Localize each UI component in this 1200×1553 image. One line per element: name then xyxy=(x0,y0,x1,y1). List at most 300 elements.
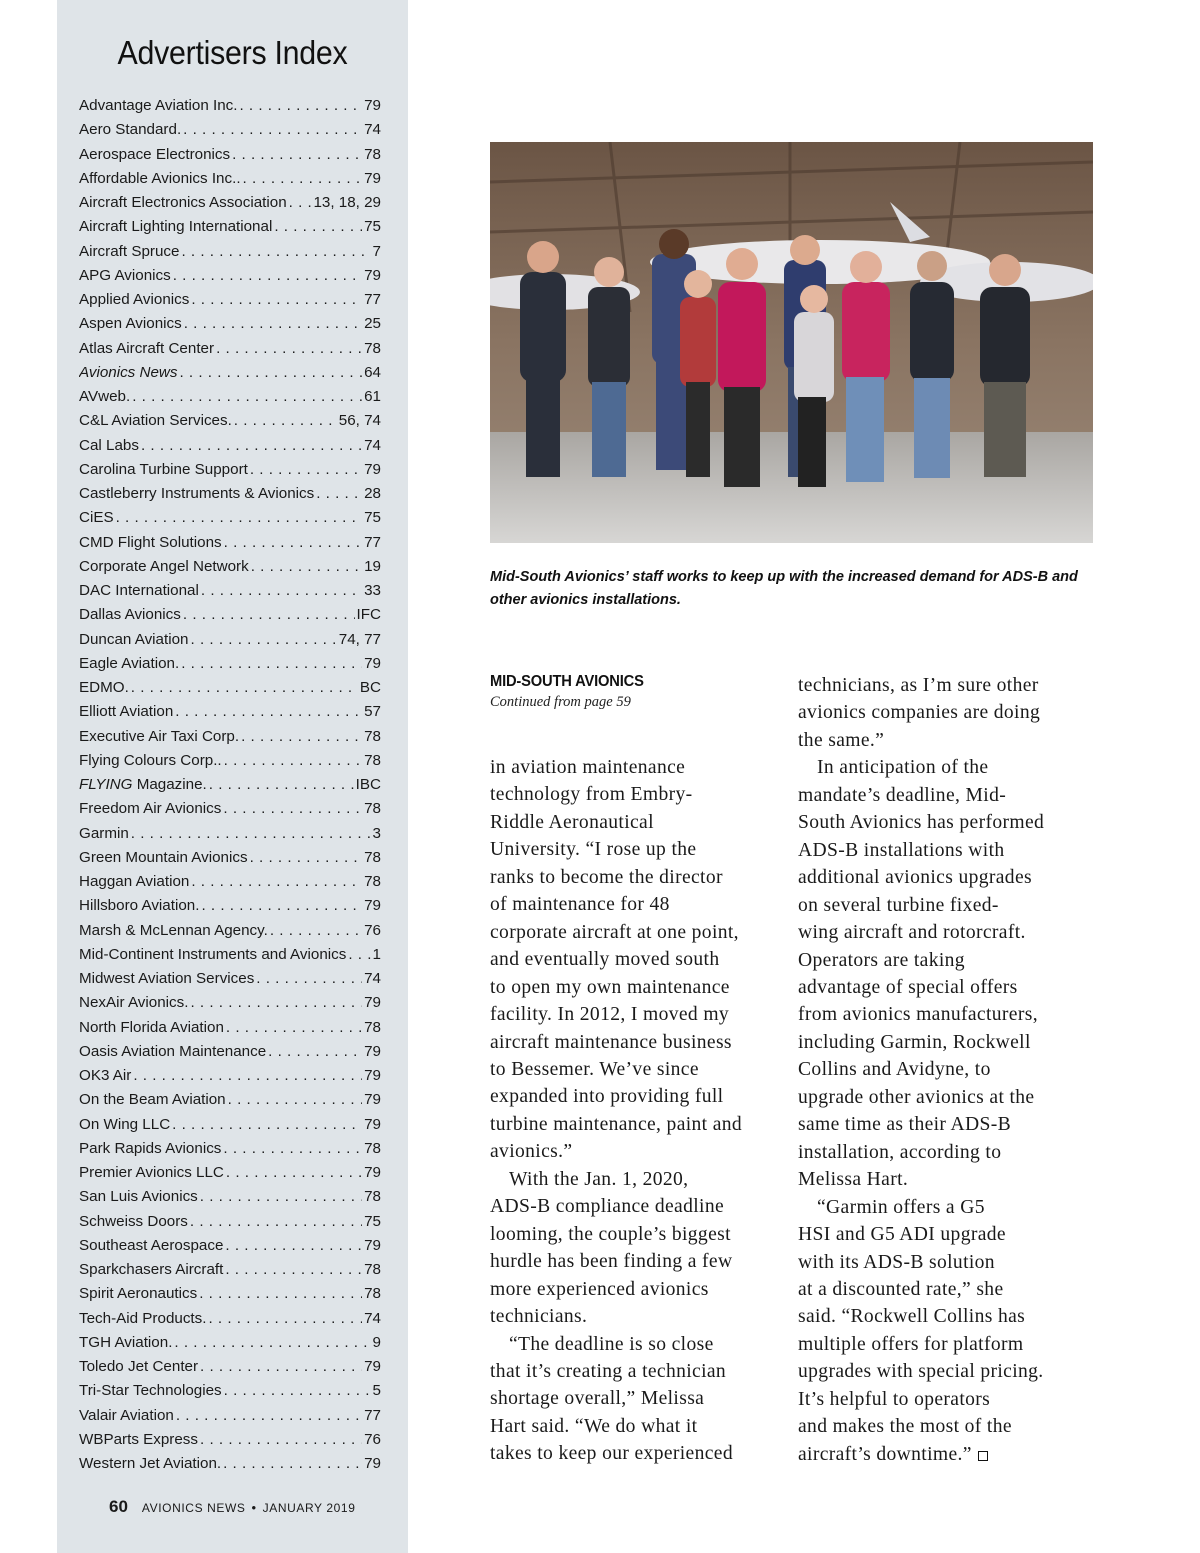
article-line: avionics.” xyxy=(490,1141,573,1163)
advertiser-name: Toledo Jet Center xyxy=(79,1358,199,1375)
article-line: Riddle Aeronautical xyxy=(490,811,654,833)
article-line: at a discounted rate,” she xyxy=(798,1278,1004,1300)
staff-group-photo xyxy=(490,142,1093,543)
leader-dots xyxy=(225,1258,362,1282)
leader-dots xyxy=(223,797,362,821)
advertiser-page: 79 xyxy=(364,1455,381,1472)
index-entry xyxy=(79,361,381,385)
leader-dots xyxy=(225,1234,362,1258)
leader-dots xyxy=(181,652,362,676)
advertiser-page: 75 xyxy=(364,509,381,527)
article-line: facility. In 2012, I moved my xyxy=(490,1004,730,1026)
advertiser-name: Aspen Avionics xyxy=(79,315,182,333)
advertiser-page: IBC xyxy=(355,776,381,793)
leader-dots xyxy=(250,458,362,482)
index-entry xyxy=(79,94,381,118)
leader-dots xyxy=(131,822,371,846)
leader-dots xyxy=(243,167,363,191)
advertiser-name: Duncan Aviation xyxy=(79,630,189,648)
advertiser-name: APG Avionics xyxy=(79,266,171,284)
advertiser-page: 78 xyxy=(364,1285,381,1303)
advertiser-page: 33 xyxy=(364,582,381,599)
leader-dots xyxy=(234,409,337,433)
index-entry xyxy=(79,191,381,215)
advertiser-page: 79 xyxy=(364,994,381,1012)
issue-date: JANUARY 2019 xyxy=(262,1501,356,1515)
index-entry xyxy=(79,700,381,724)
advertiser-name: San Luis Avionics xyxy=(79,1188,198,1206)
publication-name: AVIONICS NEWS xyxy=(141,1501,246,1515)
advertiser-page: 79 xyxy=(364,1042,381,1060)
advertiser-page: 5 xyxy=(372,1382,381,1400)
advertiser-page: 79 xyxy=(364,1091,381,1109)
article-line: the same.” xyxy=(798,729,885,751)
advertiser-name: OK3 Air xyxy=(79,1067,132,1084)
article-line: takes to keep our experienced xyxy=(490,1443,733,1465)
advertiser-page: 78 xyxy=(364,727,381,745)
leader-dots xyxy=(201,579,362,603)
advertiser-page: 9 xyxy=(372,1333,381,1351)
advertiser-page: 78 xyxy=(364,848,381,866)
index-entry xyxy=(79,652,381,676)
article-column-left xyxy=(490,754,780,1468)
index-entry xyxy=(79,822,381,846)
advertiser-name: Marsh & McLennan Agency. xyxy=(79,921,268,939)
index-entry xyxy=(79,1379,381,1403)
article-line: avionics companies are doing xyxy=(798,702,1041,724)
advertiser-page: 77 xyxy=(364,291,381,308)
article-line: multiple offers for platform xyxy=(798,1333,1024,1355)
article-kicker: MID-SOUTH AVIONICS xyxy=(490,673,644,690)
advertiser-name: Aero Standard. xyxy=(79,121,182,139)
index-entry xyxy=(79,1282,381,1306)
index-entry xyxy=(79,337,381,361)
index-entry xyxy=(79,1428,381,1452)
leader-dots xyxy=(141,434,362,458)
article-line: turbine maintenance, paint and xyxy=(490,1113,743,1135)
advertiser-name: Green Mountain Avionics xyxy=(79,848,248,866)
leader-dots xyxy=(174,1331,370,1355)
index-entry xyxy=(79,531,381,555)
index-entry xyxy=(79,943,381,967)
advertiser-name: Midwest Aviation Services xyxy=(79,970,255,987)
article-line: and makes the most of the xyxy=(798,1416,1012,1438)
advertiser-page: 79 xyxy=(364,1236,381,1254)
photo-caption: Mid-South Avionics’ staff works to keep up with the increased demand for ADS-B and other avionics installations. xyxy=(490,569,1078,608)
index-entry xyxy=(79,1016,381,1040)
advertiser-name: CMD Flight Solutions xyxy=(79,533,222,551)
article-line: ADS-B compliance deadline xyxy=(490,1196,725,1218)
advertiser-page: 79 xyxy=(364,460,381,478)
leader-dots xyxy=(250,846,363,870)
advertiser-page: 78 xyxy=(364,145,381,163)
leader-dots xyxy=(251,555,362,579)
leader-dots xyxy=(289,191,312,215)
leader-dots xyxy=(172,1113,362,1137)
advertiser-page: 61 xyxy=(364,388,381,405)
advertiser-name: Aerospace Electronics xyxy=(79,145,231,163)
advertiser-page: 13, 18, 29 xyxy=(313,194,381,211)
leader-dots xyxy=(270,919,362,943)
advertiser-page: 77 xyxy=(364,1406,381,1424)
advertiser-name: Premier Avionics LLC xyxy=(79,1164,224,1181)
leader-dots xyxy=(224,749,362,773)
leader-dots xyxy=(228,1088,362,1112)
advertiser-page: 79 xyxy=(364,1067,381,1084)
advertiser-page: 78 xyxy=(364,751,381,769)
leader-dots xyxy=(232,143,362,167)
end-of-article-icon xyxy=(978,1451,988,1461)
index-entry xyxy=(79,434,381,458)
article-line: including Garmin, Rockwell xyxy=(798,1031,1031,1053)
article-line: mandate’s deadline, Mid- xyxy=(798,784,1007,806)
leader-dots xyxy=(200,1185,362,1209)
index-entry xyxy=(79,967,381,991)
advertiser-name: Garmin xyxy=(79,824,129,842)
article-line: to open my own maintenance xyxy=(490,976,730,998)
advertiser-name: Tech-Aid Products. xyxy=(79,1309,207,1327)
article-line: South Avionics has performed xyxy=(798,812,1045,834)
leader-dots xyxy=(173,264,362,288)
advertiser-page: 78 xyxy=(364,1018,381,1036)
advertiser-page: 74 xyxy=(364,1309,381,1327)
advertiser-name: Executive Air Taxi Corp. xyxy=(79,727,240,745)
advertiser-page: 64 xyxy=(364,363,381,381)
leader-dots xyxy=(348,943,370,967)
article-line: “The deadline is so close xyxy=(509,1333,714,1355)
leader-dots xyxy=(191,870,362,894)
advertiser-page: 77 xyxy=(364,533,381,551)
article-line: It’s helpful to operators xyxy=(798,1388,991,1410)
index-entry xyxy=(79,506,381,530)
leader-dots xyxy=(191,628,337,652)
leader-dots xyxy=(132,385,362,409)
advertiser-page: 79 xyxy=(364,897,381,915)
advertiser-name: Affordable Avionics Inc.. xyxy=(79,169,241,187)
advertiser-page: 78 xyxy=(364,873,381,890)
advertiser-name: TGH Aviation. xyxy=(79,1333,173,1351)
leader-dots xyxy=(176,1404,362,1428)
article-line: technicians. xyxy=(490,1306,588,1328)
leader-dots xyxy=(190,1210,362,1234)
article-line: more experienced avionics xyxy=(490,1278,709,1300)
leader-dots xyxy=(179,361,362,385)
index-entry xyxy=(79,1331,381,1355)
leader-dots xyxy=(226,1161,362,1185)
advertiser-page: 79 xyxy=(364,654,381,672)
advertiser-page: 79 xyxy=(364,169,381,187)
article-paragraph xyxy=(798,754,1088,1193)
advertiser-page: 78 xyxy=(364,800,381,818)
article-line: wing aircraft and rotorcraft. xyxy=(798,922,1026,944)
advertiser-page: 75 xyxy=(364,1212,381,1230)
article-line: expanded into providing full xyxy=(490,1086,724,1108)
index-entry xyxy=(79,312,381,336)
advertiser-page: 56, 74 xyxy=(338,412,381,430)
article-line: HSI and G5 ADI upgrade xyxy=(798,1224,1006,1246)
leader-dots xyxy=(190,991,362,1015)
advertiser-page: 76 xyxy=(364,921,381,939)
index-entry xyxy=(79,603,381,627)
index-entry xyxy=(79,1307,381,1331)
article-line: In anticipation of the xyxy=(817,757,989,779)
advertiser-page: 79 xyxy=(364,97,381,114)
advertiser-name: Oasis Aviation Maintenance xyxy=(79,1042,267,1060)
continued-from-note: Continued from page 59 xyxy=(490,694,631,710)
article-line: corporate aircraft at one point, xyxy=(490,921,739,943)
advertiser-name: EDMO. xyxy=(79,679,129,696)
article-paragraph xyxy=(490,754,780,1166)
article-line: looming, the couple’s biggest xyxy=(490,1223,731,1245)
article-line: Collins and Avidyne, to xyxy=(798,1059,991,1081)
index-entry xyxy=(79,482,381,506)
advertiser-name: On the Beam Aviation xyxy=(79,1091,226,1109)
advertiser-page: 79 xyxy=(364,1115,381,1133)
leader-dots xyxy=(256,967,362,991)
article-paragraph xyxy=(490,1166,780,1331)
advertiser-page: 28 xyxy=(364,485,381,502)
article-line: on several turbine fixed- xyxy=(798,894,999,916)
index-entry xyxy=(79,1113,381,1137)
advertiser-page: 19 xyxy=(364,557,381,575)
leader-dots xyxy=(241,725,362,749)
advertiser-name: Aircraft Electronics Association xyxy=(79,194,287,211)
article-line: and eventually moved south xyxy=(490,949,720,971)
advertiser-page: 74, 77 xyxy=(338,630,381,648)
leader-dots xyxy=(208,1307,362,1331)
advertiser-page: 76 xyxy=(364,1430,381,1448)
leader-dots xyxy=(224,531,362,555)
article-line: upgrade other avionics at the xyxy=(798,1086,1035,1108)
article-line: University. “I rose up the xyxy=(490,839,697,861)
article-line: ranks to become the director xyxy=(490,866,723,888)
article-paragraph xyxy=(798,672,1088,754)
advertiser-name: Dallas Avionics xyxy=(79,606,181,624)
staff-photo-illustration xyxy=(490,142,1093,543)
index-entry xyxy=(79,725,381,749)
page-number: 60 xyxy=(109,1497,128,1516)
index-entry xyxy=(79,894,381,918)
advertiser-page: 78 xyxy=(364,1188,381,1206)
index-entry xyxy=(79,579,381,603)
advertiser-name: Flying Colours Corp.. xyxy=(79,751,222,769)
advertiser-name: Cal Labs xyxy=(79,436,139,454)
article-line: same time as their ADS-B xyxy=(798,1114,1012,1136)
index-entry xyxy=(79,628,381,652)
advertiser-name: AVweb. xyxy=(79,388,131,405)
advertiser-name: Valair Aviation xyxy=(79,1406,174,1424)
article-line: from avionics manufacturers, xyxy=(798,1004,1038,1026)
advertiser-name: Castleberry Instruments & Avionics xyxy=(79,485,315,502)
index-entry xyxy=(79,1040,381,1064)
index-entry xyxy=(79,1452,381,1476)
advertiser-page: 74 xyxy=(364,121,381,139)
index-entry xyxy=(79,1404,381,1428)
advertiser-name: Sparkchasers Aircraft xyxy=(79,1261,224,1278)
advertiser-page: 79 xyxy=(364,1358,381,1375)
advertisers-index-title: Advertisers Index xyxy=(117,34,348,71)
advertiser-page: 79 xyxy=(364,266,381,284)
index-entry xyxy=(79,1234,381,1258)
advertiser-name: Aircraft Spruce xyxy=(79,242,180,260)
index-entry xyxy=(79,1064,381,1088)
article-paragraph xyxy=(798,1194,1088,1469)
article-line: installation, according to xyxy=(798,1141,1002,1163)
article-column-right xyxy=(798,672,1088,1468)
index-entry xyxy=(79,870,381,894)
advertiser-name: Advantage Aviation Inc. xyxy=(79,97,238,114)
leader-dots xyxy=(223,1452,362,1476)
index-entry xyxy=(79,919,381,943)
advertiser-page: 79 xyxy=(364,1164,381,1181)
advertiser-name: Western Jet Aviation. xyxy=(79,1455,222,1472)
index-entry xyxy=(79,409,381,433)
advertiser-page: 75 xyxy=(364,218,381,236)
advertiser-name: NexAir Avionics. xyxy=(79,994,189,1012)
advertiser-page: 78 xyxy=(364,339,381,357)
index-entry xyxy=(79,797,381,821)
article-line: technicians, as I’m sure other xyxy=(798,675,1039,696)
article-line: ADS-B installations with xyxy=(798,839,1005,861)
leader-dots xyxy=(181,240,370,264)
leader-dots xyxy=(316,482,362,506)
leader-dots xyxy=(200,1355,362,1379)
advertiser-page: 78 xyxy=(364,1139,381,1157)
index-entry xyxy=(79,991,381,1015)
index-entry xyxy=(79,215,381,239)
advertiser-page: IFC xyxy=(356,606,381,624)
leader-dots xyxy=(191,288,362,312)
index-entry xyxy=(79,1137,381,1161)
advertiser-name: Schweiss Doors xyxy=(79,1212,188,1230)
index-entry xyxy=(79,555,381,579)
index-entry xyxy=(79,167,381,191)
index-entry xyxy=(79,1258,381,1282)
advertiser-name: Mid-Continent Instruments and Avionics xyxy=(79,945,347,963)
leader-dots xyxy=(200,1428,362,1452)
index-entry xyxy=(79,1210,381,1234)
article-line: Operators are taking xyxy=(798,949,965,971)
advertiser-name: C&L Aviation Services. xyxy=(79,412,232,430)
index-entry xyxy=(79,676,381,700)
advertiser-name: On Wing LLC xyxy=(79,1115,171,1133)
advertiser-page: 74 xyxy=(364,970,381,987)
article-line: aircraft’s downtime.” xyxy=(798,1441,1088,1468)
advertiser-name: Avionics News xyxy=(79,363,178,381)
leader-dots xyxy=(199,1282,362,1306)
index-entry xyxy=(79,1088,381,1112)
advertiser-name: Hillsboro Aviation. xyxy=(79,897,200,915)
advertiser-name: Southeast Aerospace xyxy=(79,1236,224,1254)
index-entry xyxy=(79,846,381,870)
article-line: additional avionics upgrades xyxy=(798,867,1032,889)
article-line: in aviation maintenance xyxy=(490,757,686,778)
advertiser-name: Carolina Turbine Support xyxy=(79,460,248,478)
advertiser-name: Tri-Star Technologies xyxy=(79,1382,222,1400)
article-line: shortage overall,” Melissa xyxy=(490,1388,705,1410)
leader-dots xyxy=(175,700,362,724)
index-entry xyxy=(79,264,381,288)
advertiser-name: Applied Avionics xyxy=(79,291,190,308)
folio-separator: • xyxy=(251,1500,257,1515)
advertiser-name: Park Rapids Avionics xyxy=(79,1139,222,1157)
index-entry xyxy=(79,385,381,409)
advertiser-page: 1 xyxy=(372,945,381,963)
article-line: technology from Embry- xyxy=(490,784,693,806)
index-entry xyxy=(79,1161,381,1185)
article-line: hurdle has been finding a few xyxy=(490,1251,733,1273)
index-entry xyxy=(79,240,381,264)
advertiser-page: 57 xyxy=(364,703,381,721)
index-entry xyxy=(79,118,381,142)
article-line: said. “Rockwell Collins has xyxy=(798,1306,1026,1328)
article-line: that it’s creating a technician xyxy=(490,1360,727,1382)
leader-dots xyxy=(183,118,362,142)
leader-dots xyxy=(274,215,362,239)
advertiser-name: Spirit Aeronautics xyxy=(79,1285,198,1303)
advertiser-page: 7 xyxy=(372,242,381,260)
leader-dots xyxy=(133,1064,362,1088)
article-line: of maintenance for 48 xyxy=(490,894,670,916)
article-line: aircraft maintenance business xyxy=(490,1031,732,1053)
advertiser-name: Aircraft Lighting International xyxy=(79,218,273,236)
index-entry xyxy=(79,458,381,482)
advertiser-name: FLYING Magazine. xyxy=(79,776,207,793)
advertiser-name: Haggan Aviation xyxy=(79,873,190,890)
advertiser-name: Freedom Air Avionics xyxy=(79,800,222,818)
advertiser-name: North Florida Aviation xyxy=(79,1018,224,1036)
index-entry xyxy=(79,773,381,797)
index-entry xyxy=(79,288,381,312)
index-entry xyxy=(79,1355,381,1379)
advertiser-page: 74 xyxy=(364,436,381,454)
page-folio xyxy=(109,1497,355,1517)
advertiser-name: CiES xyxy=(79,509,114,527)
leader-dots xyxy=(201,894,362,918)
leader-dots xyxy=(223,1137,362,1161)
advertiser-name: DAC International xyxy=(79,582,199,599)
article-line: advantage of special offers xyxy=(798,976,1018,998)
leader-dots xyxy=(239,94,362,118)
advertiser-name: Corporate Angel Network xyxy=(79,557,249,575)
advertiser-page: 78 xyxy=(364,1261,381,1278)
advertiser-name: Eagle Aviation. xyxy=(79,654,180,672)
index-entry xyxy=(79,749,381,773)
index-entry xyxy=(79,143,381,167)
article-line: with its ADS-B solution xyxy=(798,1251,995,1273)
advertiser-page: 25 xyxy=(364,315,381,333)
leader-dots xyxy=(131,676,358,700)
leader-dots xyxy=(216,337,362,361)
article-line: upgrades with special pricing. xyxy=(798,1361,1044,1383)
leader-dots xyxy=(209,773,354,797)
advertisers-list xyxy=(79,94,381,1476)
advertiser-page: BC xyxy=(359,679,381,696)
article-line: “Garmin offers a G5 xyxy=(817,1196,985,1218)
leader-dots xyxy=(184,312,362,336)
advertiser-name: WBParts Express xyxy=(79,1430,198,1448)
leader-dots xyxy=(226,1016,362,1040)
article-line: Hart said. “We do what it xyxy=(490,1415,698,1437)
leader-dots xyxy=(268,1040,362,1064)
leader-dots xyxy=(183,603,355,627)
article-paragraph xyxy=(490,1331,780,1468)
article-line: to Bessemer. We’ve since xyxy=(490,1058,699,1080)
advertisers-index-panel xyxy=(57,0,408,1553)
advertiser-name: Elliott Aviation xyxy=(79,703,174,721)
article-line: With the Jan. 1, 2020, xyxy=(509,1168,689,1190)
leader-dots xyxy=(224,1379,371,1403)
